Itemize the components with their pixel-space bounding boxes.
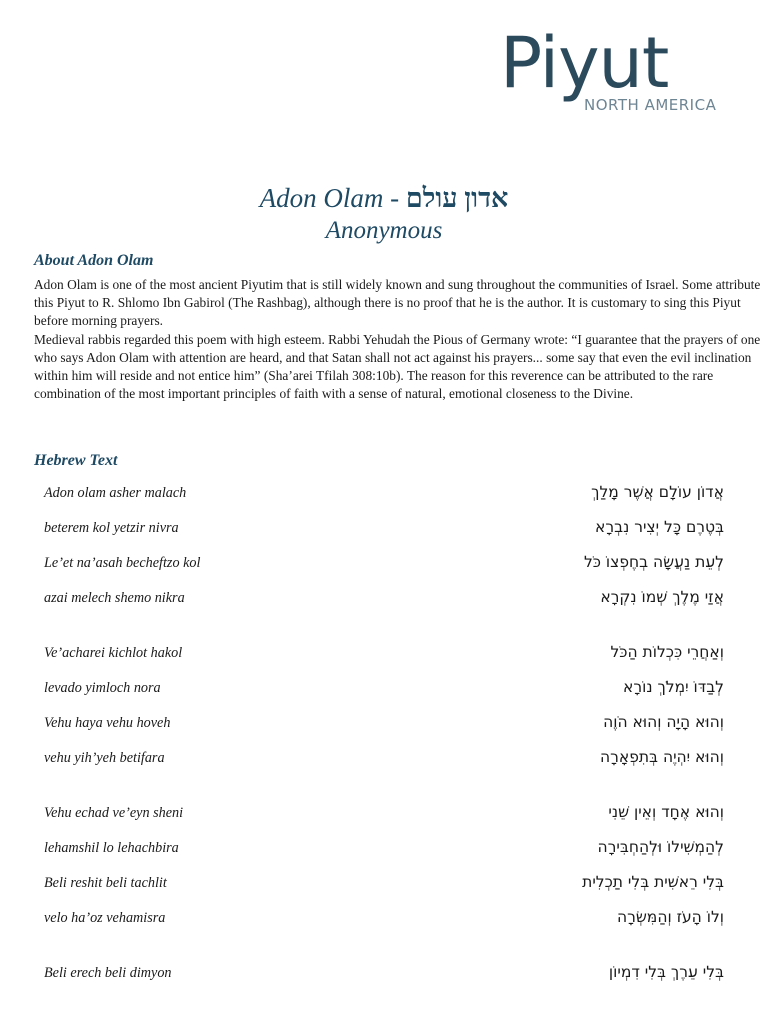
piyut-logo	[500, 24, 730, 116]
about-paragraph-2: Medieval rabbis regarded this poem with high esteem. Rabbi Yehudah the Pious of Germany wrote: “I guarantee that the prayers of one who says Adon Olam with attention are heard, and that Satan shall not act against his prayers... some say that even the evil inclination within him will reside and not entice him” (Sha’arei Tfilah 308:10b). The reason for this reverence can be attributed to the rare combination of the most important principles of faith with a sense of natural, emotional closeness to the Divine.	[34, 331, 761, 402]
logo-wordmark: Piyut	[500, 22, 669, 104]
verse-line	[0, 956, 768, 991]
verse-hebrew: לְבַדּוֹ יִמְלֹךְ נוֹרָא	[623, 678, 724, 696]
verse-transliteration: velo ha’oz vehamisra	[44, 910, 166, 926]
verse-line	[0, 831, 768, 866]
verse-hebrew: אֲדוֹן עוֹלָם אֲשֶׁר מָלַךְ	[591, 483, 724, 501]
verse-hebrew: לְהַמְשִׁילוֹ וּלְהַחְבִּירָה	[597, 838, 724, 856]
author-line: Anonymous	[325, 217, 443, 244]
verse-hebrew: בְּטֶרֶם כָּל יְצִיר נִבְרָא	[595, 518, 724, 536]
verse-transliteration: levado yimloch nora	[44, 680, 161, 696]
verse-hebrew: וְהוּא אֶחָד וְאֵין שֵׁנִי	[608, 803, 724, 821]
stanza-4	[0, 956, 768, 991]
verse-line	[0, 476, 768, 511]
about-heading: About Adon Olam	[34, 252, 154, 269]
stanza-2	[0, 636, 768, 776]
about-body	[34, 276, 768, 403]
verse-line	[0, 741, 768, 776]
verse-line	[0, 511, 768, 546]
verse-transliteration: Ve’acharei kichlot hakol	[44, 645, 183, 661]
verse-hebrew: וְהוּא הָיָה וְהוּא הֹוֶה	[603, 713, 724, 731]
title-separator: -	[383, 183, 406, 213]
verse-line	[0, 796, 768, 831]
verse-hebrew: וְלוֹ הָעֹז וְהַמִּשְׂרָה	[616, 908, 724, 926]
verse-transliteration: vehu yih’yeh betifara	[44, 750, 165, 766]
title-english: Adon Olam	[259, 183, 384, 213]
about-paragraph-1: Adon Olam is one of the most ancient Piyutim that is still widely known and sung throughout the communities of Israel. Some attribute this Piyut to R. Shlomo Ibn Gabirol (The Rashbag), although there is no proof that he is the author. It is customary to sing this Piyut before morning prayers.	[34, 277, 761, 329]
stanza-3	[0, 796, 768, 936]
hebrew-text-block	[0, 476, 768, 1011]
verse-hebrew: וְאַחֲרֵי כִּכְלוֹת הַכֹּל	[610, 643, 724, 661]
verse-line	[0, 581, 768, 616]
verse-line	[0, 706, 768, 741]
verse-hebrew: וְהוּא יִהְיֶה בְּתִפְאָרָה	[599, 748, 724, 766]
verse-hebrew: בְּלִי רֵאשִׁית בְּלִי תַכְלִית	[582, 873, 724, 891]
title-hebrew: אדון עולם	[405, 183, 509, 213]
verse-transliteration: Beli reshit beli tachlit	[44, 875, 167, 891]
verse-hebrew: לְעֵת נַעֲשָׂה בְחֶפְצוֹ כֹּל	[584, 553, 724, 571]
verse-transliteration: Vehu haya vehu hoveh	[44, 715, 171, 731]
verse-transliteration: Vehu echad ve’eyn sheni	[44, 805, 184, 821]
stanza-1	[0, 476, 768, 616]
verse-line	[0, 636, 768, 671]
verse-line	[0, 671, 768, 706]
verse-transliteration: Le’et na’asah becheftzo kol	[44, 555, 201, 571]
verse-line	[0, 546, 768, 581]
verse-transliteration: Beli erech beli dimyon	[44, 965, 172, 981]
verse-line	[0, 901, 768, 936]
page-title	[0, 180, 768, 216]
logo-subtitle: NORTH AMERICA	[584, 96, 717, 114]
verse-line	[0, 866, 768, 901]
hebrew-text-heading: Hebrew Text	[34, 452, 118, 469]
verse-transliteration: azai melech shemo nikra	[44, 590, 185, 606]
verse-transliteration: beterem kol yetzir nivra	[44, 520, 179, 536]
verse-hebrew: בְּלִי עֵרֶךְ בְּלִי דִמְיוֹן	[608, 963, 724, 981]
verse-transliteration: lehamshil lo lehachbira	[44, 840, 179, 856]
verse-transliteration: Adon olam asher malach	[44, 485, 187, 501]
verse-hebrew: אֲזַי מֶלֶךְ שְׁמוֹ נִקְרָא	[600, 588, 724, 606]
